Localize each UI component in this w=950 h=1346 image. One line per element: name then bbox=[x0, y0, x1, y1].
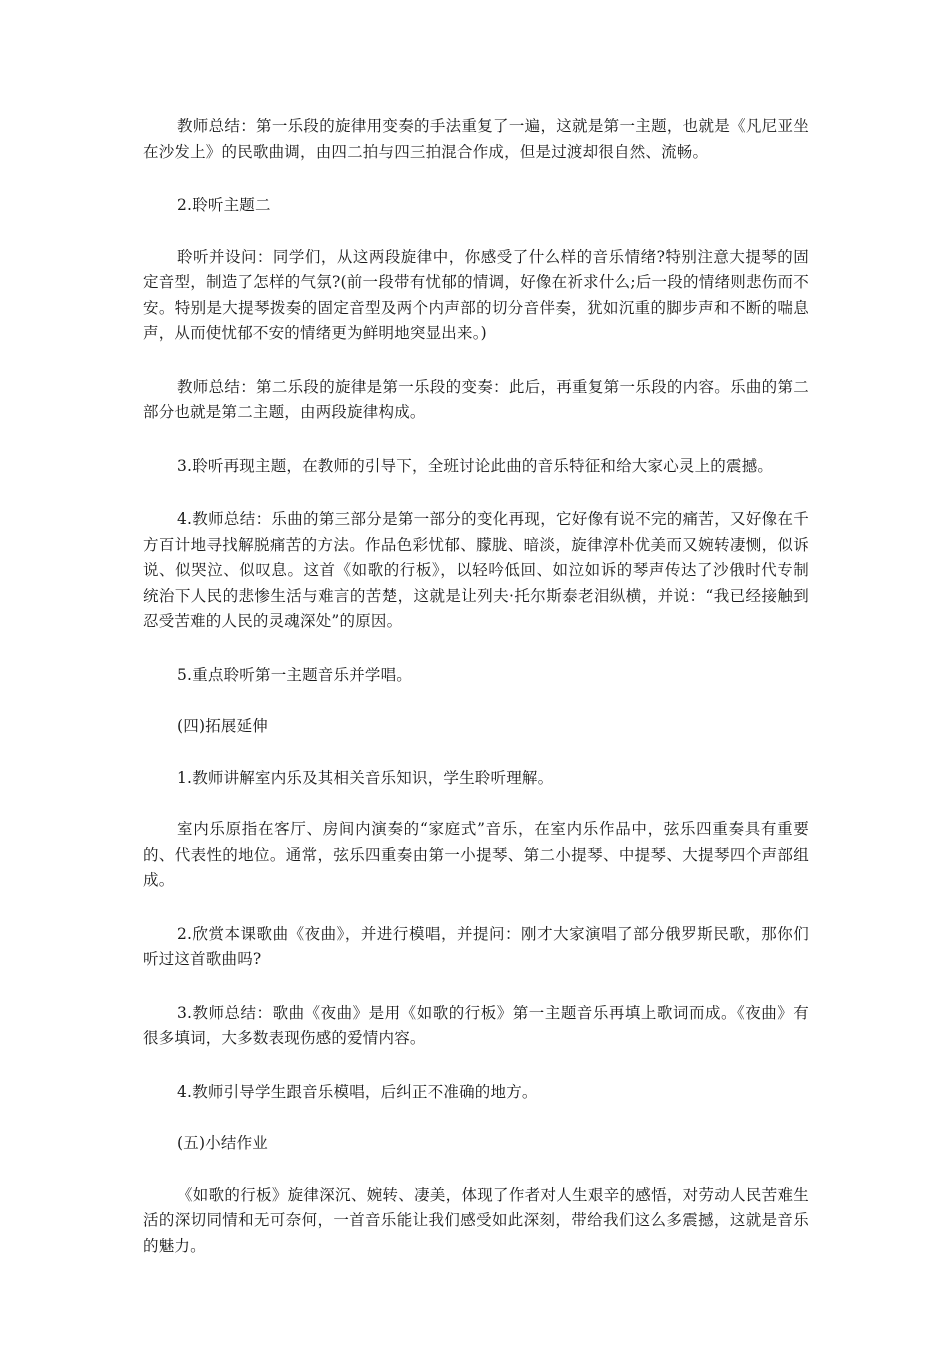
paragraph-teacher-summary-4: 3.教师总结：歌曲《夜曲》是用《如歌的行板》第一主题音乐再填上歌词而成。《夜曲》有很多填词，大多数表现伤感的爱情内容。 bbox=[143, 1003, 809, 1047]
paragraph-listen-reprise: 3.聆听再现主题，在教师的引导下，全班讨论此曲的音乐特征和给大家心灵上的震撼。 bbox=[177, 456, 774, 475]
document-body bbox=[143, 114, 809, 1287]
paragraph-teacher-summary-2: 教师总结：第二乐段的旋律是第一乐段的变奏：此后，再重复第一乐段的内容。乐曲的第二部分也就是第二主题，由两段旋律构成。 bbox=[143, 377, 809, 421]
paragraph-chamber-music-intro: 1.教师讲解室内乐及其相关音乐知识，学生聆听理解。 bbox=[177, 768, 554, 787]
paragraph-focus-listening: 5.重点聆听第一主题音乐并学唱。 bbox=[177, 665, 412, 684]
paragraph-appreciate-nocturne: 2.欣赏本课歌曲《夜曲》，并进行模唱，并提问：刚才大家演唱了部分俄罗斯民歌，那你们听过这首歌曲吗? bbox=[143, 924, 809, 968]
paragraph-listen-question: 聆听并设问：同学们，从这两段旋律中，你感受了什么样的音乐情绪?特别注意大提琴的固定音型，制造了怎样的气氛?(前一段带有忧郁的情调，好像在祈求什么;后一段的情绪则悲伤而不安。特别是大提琴拨奏的固定音型及两个内声部的切分音伴奏，犹如沉重的脚步声和不断的喘息声，从而使忧郁不安的情绪更为鲜明地突显出来。) bbox=[143, 247, 809, 342]
heading-section-4: (四)拓展延伸 bbox=[177, 717, 268, 735]
paragraph-teacher-summary-3: 4.教师总结：乐曲的第三部分是第一部分的变化再现，它好像有说不完的痛苦，又好像在千方百计地寻找解脱痛苦的方法。作品色彩忧郁、朦胧、暗淡，旋律淳朴优美而又婉转凄恻，似诉说、似哭泣、似叹息。这首《如歌的行板》，以轻吟低回、如泣如诉的琴声传达了沙俄时代专制统治下人民的悲惨生活与难言的苦楚，这就是让列夫·托尔斯泰老泪纵横，并说：“我已经接触到忍受苦难的人民的灵魂深处”的原因。 bbox=[143, 510, 809, 630]
paragraph-guide-singing: 4.教师引导学生跟音乐模唱，后纠正不准确的地方。 bbox=[177, 1082, 538, 1101]
heading-listen-theme-2: 2.聆听主题二 bbox=[177, 196, 271, 214]
paragraph-chamber-music-definition: 室内乐原指在客厅、房间内演奏的“家庭式”音乐，在室内乐作品中，弦乐四重奏具有重要的、代表性的地位。通常，弦乐四重奏由第一小提琴、第二小提琴、中提琴、大提琴四个声部组成。 bbox=[143, 820, 809, 889]
paragraph-conclusion: 《如歌的行板》旋律深沉、婉转、凄美，体现了作者对人生艰辛的感悟，对劳动人民苦难生活的深切同情和无可奈何，一首音乐能让我们感受如此深刻，带给我们这么多震撼，这就是音乐的魅力。 bbox=[143, 1185, 809, 1255]
paragraph-teacher-summary-1: 教师总结：第一乐段的旋律用变奏的手法重复了一遍，这就是第一主题，也就是《凡尼亚坐在沙发上》的民歌曲调，由四二拍与四三拍混合作成，但是过渡却很自然、流畅。 bbox=[143, 117, 809, 161]
heading-section-5: (五)小结作业 bbox=[177, 1134, 268, 1152]
